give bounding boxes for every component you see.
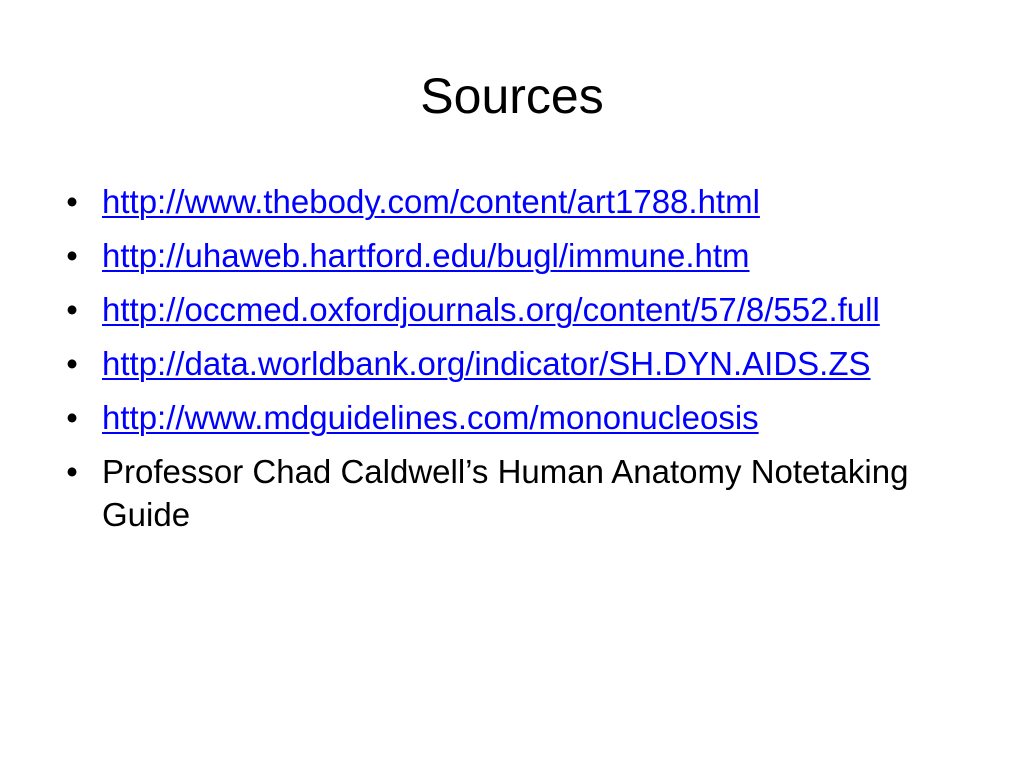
list-item: [60, 450, 960, 536]
source-link-thebody[interactable]: http://www.thebody.com/content/art1788.html: [102, 183, 760, 220]
list-item: [60, 396, 960, 439]
list-item: [60, 342, 960, 385]
source-link-hartford[interactable]: http://uhaweb.hartford.edu/bugl/immune.htm: [102, 237, 750, 274]
source-text-notetaking-guide: Professor Chad Caldwell’s Human Anatomy Notetaking Guide: [102, 453, 909, 533]
bullet-icon: •: [66, 345, 78, 382]
list-item: [60, 234, 960, 277]
bullet-icon: •: [66, 291, 78, 328]
list-item: [60, 288, 960, 331]
bullet-icon: •: [66, 237, 78, 274]
sources-list: [60, 180, 960, 547]
source-link-oxfordjournals[interactable]: http://occmed.oxfordjournals.org/content/57/8/552.full: [102, 291, 880, 328]
source-link-mdguidelines[interactable]: http://www.mdguidelines.com/mononucleosis: [102, 399, 759, 436]
bullet-icon: •: [66, 399, 78, 436]
bullet-icon: •: [66, 453, 78, 490]
bullet-icon: •: [66, 183, 78, 220]
slide-title: Sources: [420, 68, 604, 124]
list-item: [60, 180, 960, 223]
source-link-worldbank[interactable]: http://data.worldbank.org/indicator/SH.DYN.AIDS.ZS: [102, 345, 871, 382]
